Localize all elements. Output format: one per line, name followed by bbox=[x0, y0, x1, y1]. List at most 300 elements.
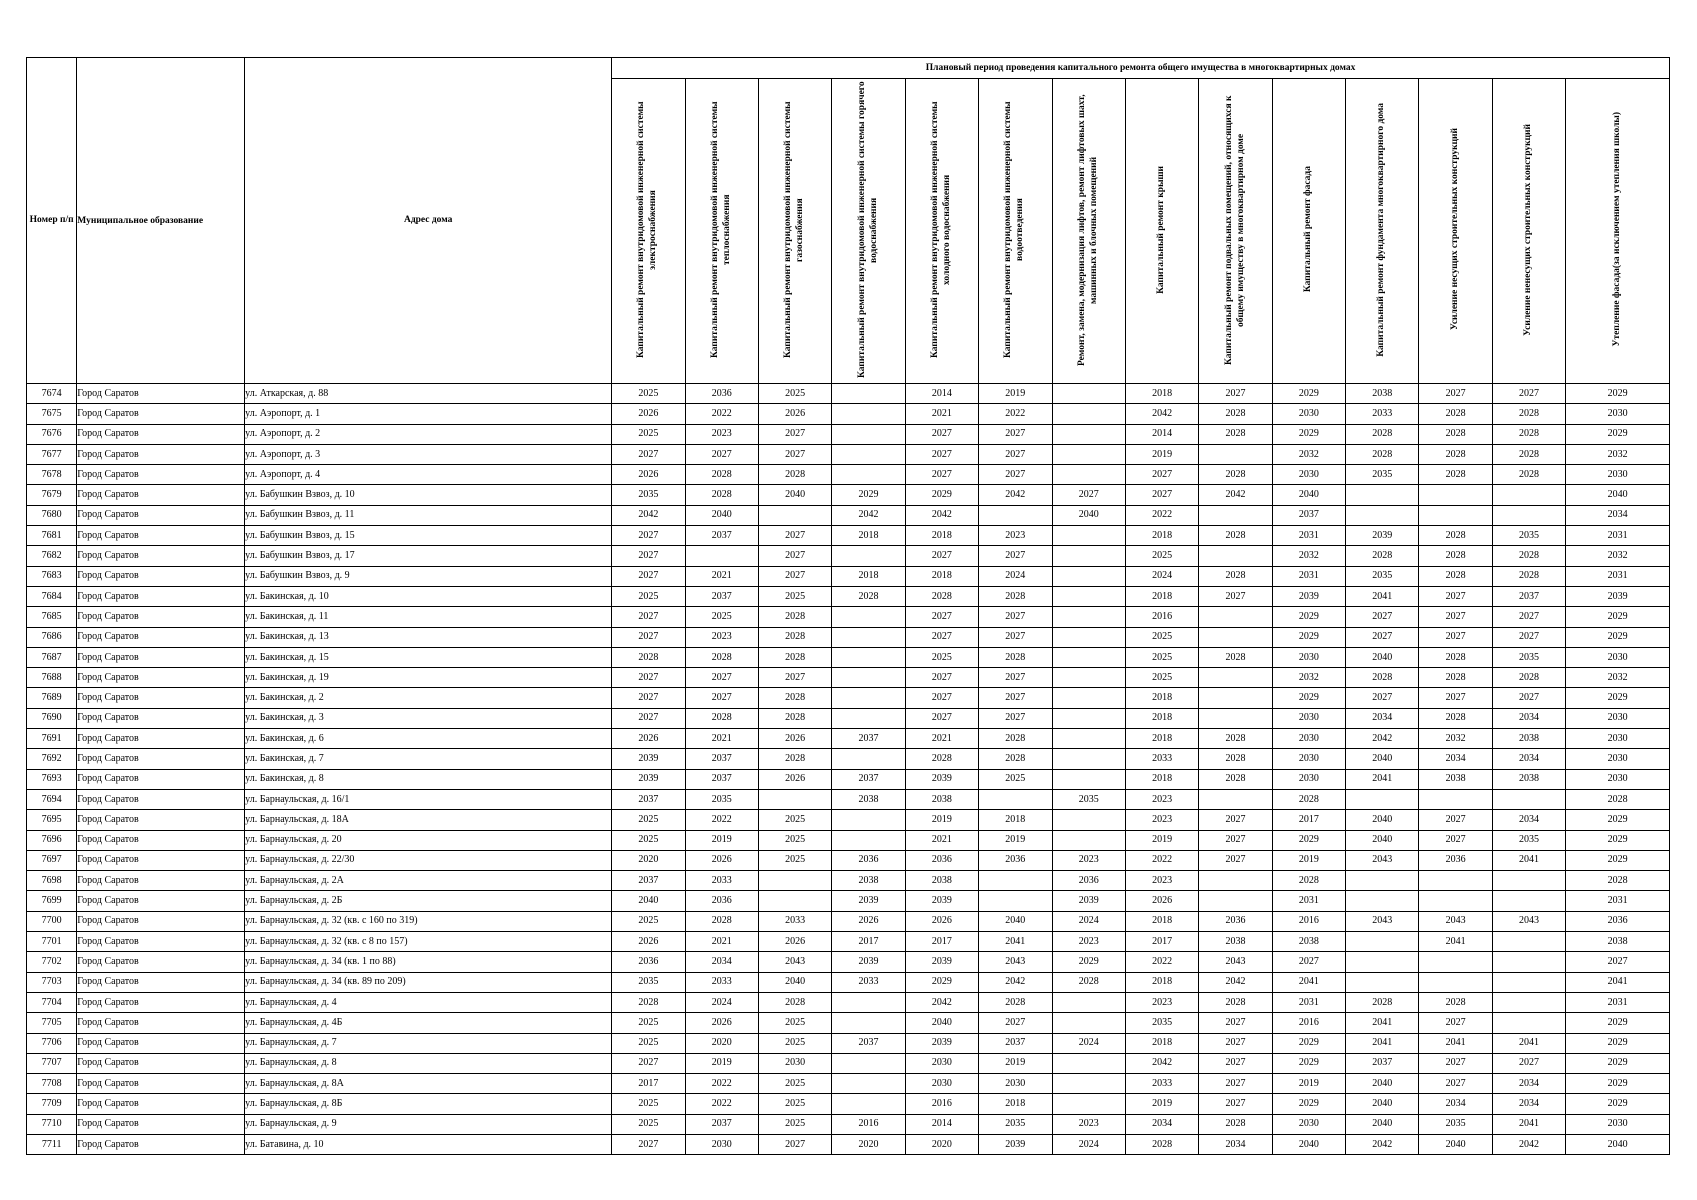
year-cell: 2030 bbox=[905, 1074, 978, 1094]
year-cell: 2030 bbox=[1272, 769, 1345, 789]
year-cell bbox=[1346, 505, 1419, 525]
table-row bbox=[27, 932, 1670, 952]
year-cell: 2028 bbox=[1346, 546, 1419, 566]
year-cell bbox=[758, 789, 831, 809]
year-cell: 2027 bbox=[612, 444, 685, 464]
year-cell: 2030 bbox=[1566, 647, 1670, 667]
row-number-cell: 7692 bbox=[27, 749, 77, 769]
year-cell: 2042 bbox=[1199, 972, 1272, 992]
year-cell: 2037 bbox=[685, 1114, 758, 1134]
table-row bbox=[27, 1074, 1670, 1094]
year-cell: 2034 bbox=[1492, 810, 1565, 830]
year-cell: 2025 bbox=[758, 1094, 831, 1114]
year-cell: 2026 bbox=[612, 465, 685, 485]
year-cell: 2031 bbox=[1272, 992, 1345, 1012]
row-number-cell: 7700 bbox=[27, 911, 77, 931]
year-cell: 2027 bbox=[1419, 1053, 1492, 1073]
year-cell bbox=[1052, 830, 1125, 850]
year-cell: 2027 bbox=[905, 688, 978, 708]
municipality-cell: Город Саратов bbox=[77, 404, 245, 424]
year-cell: 2034 bbox=[685, 952, 758, 972]
year-cell: 2033 bbox=[758, 911, 831, 931]
year-cell: 2037 bbox=[1346, 1053, 1419, 1073]
year-cell bbox=[1052, 1053, 1125, 1073]
year-cell bbox=[1492, 952, 1565, 972]
year-cell bbox=[1199, 688, 1272, 708]
year-cell: 2028 bbox=[1199, 465, 1272, 485]
municipality-cell: Город Саратов bbox=[77, 1114, 245, 1134]
year-cell: 2027 bbox=[1492, 688, 1565, 708]
year-cell: 2030 bbox=[1272, 404, 1345, 424]
municipality-cell: Город Саратов bbox=[77, 789, 245, 809]
year-cell: 2036 bbox=[832, 850, 905, 870]
year-cell: 2029 bbox=[1052, 952, 1125, 972]
header-work-column bbox=[612, 79, 685, 384]
year-cell: 2025 bbox=[612, 830, 685, 850]
year-cell: 2020 bbox=[832, 1134, 905, 1154]
header-work-column-label: Усиление несущих строительных конструкций bbox=[1449, 128, 1460, 331]
year-cell: 2028 bbox=[612, 992, 685, 1012]
address-cell: ул. Бабушкин Взвоз, д. 9 bbox=[245, 566, 612, 586]
header-work-column bbox=[832, 79, 905, 384]
year-cell: 2028 bbox=[1566, 789, 1670, 809]
year-cell bbox=[1052, 992, 1125, 1012]
year-cell: 2027 bbox=[758, 668, 831, 688]
year-cell: 2027 bbox=[1419, 607, 1492, 627]
year-cell: 2023 bbox=[685, 627, 758, 647]
municipality-cell: Город Саратов bbox=[77, 1033, 245, 1053]
year-cell bbox=[1492, 485, 1565, 505]
year-cell bbox=[832, 810, 905, 830]
year-cell: 2027 bbox=[1125, 465, 1198, 485]
year-cell: 2029 bbox=[1566, 1033, 1670, 1053]
year-cell: 2019 bbox=[905, 810, 978, 830]
table-row bbox=[27, 911, 1670, 931]
year-cell: 2028 bbox=[1346, 668, 1419, 688]
year-cell: 2040 bbox=[1272, 485, 1345, 505]
year-cell bbox=[832, 830, 905, 850]
year-cell: 2035 bbox=[1492, 647, 1565, 667]
year-cell bbox=[1052, 1094, 1125, 1114]
year-cell: 2030 bbox=[905, 1053, 978, 1073]
year-cell: 2017 bbox=[1125, 932, 1198, 952]
municipality-cell: Город Саратов bbox=[77, 1053, 245, 1073]
year-cell: 2041 bbox=[1492, 1033, 1565, 1053]
table-row bbox=[27, 850, 1670, 870]
header-period-group: Плановый период проведения капитального ремонта общего имущества в многоквартирных домах bbox=[612, 58, 1670, 79]
municipality-cell: Город Саратов bbox=[77, 850, 245, 870]
year-cell: 2025 bbox=[1125, 647, 1198, 667]
year-cell: 2036 bbox=[979, 850, 1052, 870]
year-cell bbox=[1492, 789, 1565, 809]
year-cell: 2027 bbox=[905, 424, 978, 444]
year-cell: 2035 bbox=[1419, 1114, 1492, 1134]
year-cell: 2028 bbox=[1199, 749, 1272, 769]
year-cell: 2028 bbox=[685, 465, 758, 485]
row-number-cell: 7680 bbox=[27, 505, 77, 525]
year-cell: 2027 bbox=[1199, 1013, 1272, 1033]
year-cell: 2027 bbox=[1419, 586, 1492, 606]
year-cell: 2028 bbox=[832, 586, 905, 606]
municipality-cell: Город Саратов bbox=[77, 992, 245, 1012]
municipality-cell: Город Саратов bbox=[77, 668, 245, 688]
year-cell: 2029 bbox=[1566, 424, 1670, 444]
row-number-cell: 7678 bbox=[27, 465, 77, 485]
year-cell: 2028 bbox=[979, 992, 1052, 1012]
year-cell: 2028 bbox=[1272, 871, 1345, 891]
year-cell: 2021 bbox=[905, 729, 978, 749]
year-cell: 2027 bbox=[905, 465, 978, 485]
year-cell: 2033 bbox=[1346, 404, 1419, 424]
year-cell: 2028 bbox=[979, 729, 1052, 749]
year-cell: 2027 bbox=[1419, 627, 1492, 647]
year-cell bbox=[1419, 972, 1492, 992]
table-row bbox=[27, 1094, 1670, 1114]
header-work-column-label: Усиление ненесущих строительных конструкций bbox=[1523, 123, 1534, 336]
header-work-column-label: Капитальный ремонт внутридомовой инженерной системы холодного водоснабжения bbox=[930, 101, 952, 358]
year-cell: 2027 bbox=[758, 1134, 831, 1154]
year-cell: 2033 bbox=[685, 871, 758, 891]
municipality-cell: Город Саратов bbox=[77, 769, 245, 789]
year-cell bbox=[1052, 607, 1125, 627]
year-cell: 2027 bbox=[1199, 1094, 1272, 1114]
year-cell: 2027 bbox=[1419, 1074, 1492, 1094]
year-cell: 2035 bbox=[1492, 830, 1565, 850]
year-cell: 2028 bbox=[1052, 972, 1125, 992]
year-cell: 2025 bbox=[612, 1094, 685, 1114]
year-cell: 2027 bbox=[612, 627, 685, 647]
table-row bbox=[27, 1134, 1670, 1154]
row-number-cell: 7688 bbox=[27, 668, 77, 688]
year-cell: 2037 bbox=[612, 871, 685, 891]
municipality-cell: Город Саратов bbox=[77, 911, 245, 931]
address-cell: ул. Аэропорт, д. 3 bbox=[245, 444, 612, 464]
year-cell: 2043 bbox=[979, 952, 1052, 972]
address-cell: ул. Бакинская, д. 10 bbox=[245, 586, 612, 606]
year-cell: 2028 bbox=[758, 992, 831, 1012]
header-work-column bbox=[1199, 79, 1272, 384]
row-number-cell: 7687 bbox=[27, 647, 77, 667]
header-work-column bbox=[758, 79, 831, 384]
year-cell bbox=[979, 891, 1052, 911]
year-cell: 2027 bbox=[979, 607, 1052, 627]
year-cell bbox=[1052, 729, 1125, 749]
address-cell: ул. Бакинская, д. 13 bbox=[245, 627, 612, 647]
address-cell: ул. Барнаульская, д. 32 (кв. с 8 по 157) bbox=[245, 932, 612, 952]
year-cell: 2028 bbox=[1419, 647, 1492, 667]
year-cell: 2040 bbox=[1272, 1134, 1345, 1154]
year-cell: 2018 bbox=[1125, 1033, 1198, 1053]
year-cell: 2038 bbox=[905, 789, 978, 809]
year-cell: 2039 bbox=[905, 769, 978, 789]
year-cell: 2028 bbox=[979, 586, 1052, 606]
year-cell: 2027 bbox=[612, 1053, 685, 1073]
address-cell: ул. Аэропорт, д. 2 bbox=[245, 424, 612, 444]
year-cell: 2041 bbox=[1492, 1114, 1565, 1134]
year-cell: 2035 bbox=[1125, 1013, 1198, 1033]
year-cell: 2037 bbox=[612, 789, 685, 809]
year-cell: 2030 bbox=[1272, 465, 1345, 485]
year-cell: 2039 bbox=[1052, 891, 1125, 911]
year-cell: 2020 bbox=[905, 1134, 978, 1154]
year-cell: 2029 bbox=[1566, 1053, 1670, 1073]
municipality-cell: Город Саратов bbox=[77, 810, 245, 830]
year-cell: 2018 bbox=[1125, 972, 1198, 992]
year-cell bbox=[1492, 932, 1565, 952]
year-cell: 2039 bbox=[612, 769, 685, 789]
year-cell: 2040 bbox=[1346, 830, 1419, 850]
municipality-cell: Город Саратов bbox=[77, 444, 245, 464]
year-cell: 2040 bbox=[979, 911, 1052, 931]
year-cell: 2037 bbox=[685, 769, 758, 789]
address-cell: ул. Барнаульская, д. 34 (кв. 89 по 209) bbox=[245, 972, 612, 992]
address-cell: ул. Барнаульская, д. 8А bbox=[245, 1074, 612, 1094]
year-cell: 2027 bbox=[1199, 1033, 1272, 1053]
year-cell: 2029 bbox=[1272, 830, 1345, 850]
year-cell: 2028 bbox=[1492, 404, 1565, 424]
year-cell: 2041 bbox=[1566, 972, 1670, 992]
year-cell: 2032 bbox=[1272, 668, 1345, 688]
year-cell: 2029 bbox=[1566, 384, 1670, 404]
table-row bbox=[27, 1114, 1670, 1134]
year-cell: 2028 bbox=[1419, 444, 1492, 464]
year-cell: 2018 bbox=[979, 1094, 1052, 1114]
year-cell: 2014 bbox=[905, 1114, 978, 1134]
address-cell: ул. Аткарская, д. 88 bbox=[245, 384, 612, 404]
table-row bbox=[27, 404, 1670, 424]
row-number-cell: 7693 bbox=[27, 769, 77, 789]
year-cell: 2020 bbox=[612, 850, 685, 870]
year-cell: 2043 bbox=[1419, 911, 1492, 931]
year-cell: 2029 bbox=[1272, 607, 1345, 627]
header-work-column-label: Капитальный ремонт крыши bbox=[1156, 165, 1167, 294]
year-cell: 2042 bbox=[979, 972, 1052, 992]
header-work-column bbox=[1566, 79, 1670, 384]
year-cell: 2030 bbox=[1272, 729, 1345, 749]
row-number-cell: 7675 bbox=[27, 404, 77, 424]
year-cell: 2023 bbox=[1052, 932, 1125, 952]
header-work-column-label: Капитальный ремонт внутридомовой инженерной системы горячего водоснабжения bbox=[856, 81, 879, 378]
address-cell: ул. Бакинская, д. 15 bbox=[245, 647, 612, 667]
year-cell: 2028 bbox=[1419, 424, 1492, 444]
year-cell: 2025 bbox=[758, 1074, 831, 1094]
year-cell: 2039 bbox=[1272, 586, 1345, 606]
year-cell: 2016 bbox=[1125, 607, 1198, 627]
year-cell bbox=[1419, 485, 1492, 505]
year-cell: 2029 bbox=[1272, 384, 1345, 404]
year-cell bbox=[1199, 607, 1272, 627]
year-cell: 2027 bbox=[1199, 1074, 1272, 1094]
year-cell: 2031 bbox=[1566, 891, 1670, 911]
year-cell bbox=[979, 789, 1052, 809]
year-cell: 2028 bbox=[758, 647, 831, 667]
year-cell: 2033 bbox=[1125, 1074, 1198, 1094]
year-cell: 2027 bbox=[1199, 1053, 1272, 1073]
header-work-column bbox=[1419, 79, 1492, 384]
year-cell: 2023 bbox=[1125, 992, 1198, 1012]
year-cell: 2028 bbox=[1272, 789, 1345, 809]
year-cell: 2022 bbox=[685, 810, 758, 830]
municipality-cell: Город Саратов bbox=[77, 1013, 245, 1033]
header-work-column bbox=[1492, 79, 1565, 384]
year-cell: 2040 bbox=[1346, 810, 1419, 830]
year-cell: 2018 bbox=[1125, 526, 1198, 546]
year-cell: 2021 bbox=[905, 404, 978, 424]
year-cell bbox=[1052, 810, 1125, 830]
year-cell bbox=[1346, 871, 1419, 891]
year-cell: 2030 bbox=[1566, 708, 1670, 728]
year-cell: 2038 bbox=[1492, 729, 1565, 749]
year-cell: 2029 bbox=[1566, 607, 1670, 627]
year-cell: 2041 bbox=[1419, 932, 1492, 952]
year-cell bbox=[1052, 688, 1125, 708]
year-cell: 2028 bbox=[758, 627, 831, 647]
year-cell: 2034 bbox=[1419, 749, 1492, 769]
year-cell: 2038 bbox=[905, 871, 978, 891]
year-cell: 2027 bbox=[979, 1013, 1052, 1033]
year-cell: 2028 bbox=[979, 647, 1052, 667]
year-cell: 2031 bbox=[1566, 992, 1670, 1012]
year-cell bbox=[832, 647, 905, 667]
year-cell: 2025 bbox=[758, 384, 831, 404]
year-cell: 2028 bbox=[979, 749, 1052, 769]
year-cell: 2042 bbox=[1199, 485, 1272, 505]
year-cell: 2042 bbox=[612, 505, 685, 525]
year-cell: 2030 bbox=[1566, 729, 1670, 749]
year-cell: 2026 bbox=[758, 729, 831, 749]
year-cell: 2018 bbox=[1125, 586, 1198, 606]
row-number-cell: 7683 bbox=[27, 566, 77, 586]
year-cell: 2040 bbox=[905, 1013, 978, 1033]
year-cell: 2029 bbox=[1272, 627, 1345, 647]
year-cell: 2037 bbox=[1492, 586, 1565, 606]
year-cell: 2027 bbox=[1052, 485, 1125, 505]
municipality-cell: Город Саратов bbox=[77, 749, 245, 769]
year-cell: 2029 bbox=[1272, 1053, 1345, 1073]
table-row bbox=[27, 871, 1670, 891]
year-cell: 2031 bbox=[1272, 891, 1345, 911]
row-number-cell: 7676 bbox=[27, 424, 77, 444]
table-row bbox=[27, 566, 1670, 586]
year-cell: 2040 bbox=[1346, 1074, 1419, 1094]
address-cell: ул. Бакинская, д. 8 bbox=[245, 769, 612, 789]
year-cell: 2028 bbox=[612, 647, 685, 667]
year-cell: 2025 bbox=[685, 607, 758, 627]
table-row bbox=[27, 526, 1670, 546]
year-cell: 2038 bbox=[1272, 932, 1345, 952]
year-cell: 2029 bbox=[1272, 688, 1345, 708]
year-cell: 2042 bbox=[1346, 1134, 1419, 1154]
year-cell: 2027 bbox=[1492, 607, 1565, 627]
year-cell bbox=[1199, 708, 1272, 728]
year-cell: 2030 bbox=[1566, 769, 1670, 789]
year-cell: 2027 bbox=[905, 607, 978, 627]
table-row bbox=[27, 749, 1670, 769]
address-cell: ул. Барнаульская, д. 32 (кв. с 160 по 319) bbox=[245, 911, 612, 931]
year-cell: 2027 bbox=[685, 668, 758, 688]
year-cell: 2035 bbox=[1492, 526, 1565, 546]
year-cell: 2042 bbox=[832, 505, 905, 525]
table-row bbox=[27, 465, 1670, 485]
year-cell bbox=[1199, 789, 1272, 809]
year-cell bbox=[832, 668, 905, 688]
year-cell: 2018 bbox=[979, 810, 1052, 830]
year-cell: 2032 bbox=[1566, 546, 1670, 566]
year-cell: 2019 bbox=[979, 1053, 1052, 1073]
address-cell: ул. Барнаульская, д. 7 bbox=[245, 1033, 612, 1053]
table-row bbox=[27, 607, 1670, 627]
table-row bbox=[27, 627, 1670, 647]
year-cell: 2018 bbox=[1125, 688, 1198, 708]
table-row bbox=[27, 384, 1670, 404]
year-cell: 2019 bbox=[1272, 850, 1345, 870]
year-cell bbox=[1199, 668, 1272, 688]
header-work-column-label: Капитальный ремонт внутридомовой инженерной системы газоснабжения bbox=[783, 101, 806, 358]
year-cell: 2025 bbox=[612, 1114, 685, 1134]
table-row bbox=[27, 992, 1670, 1012]
year-cell: 2030 bbox=[979, 1074, 1052, 1094]
year-cell: 2028 bbox=[1419, 526, 1492, 546]
table-header bbox=[27, 58, 1670, 384]
year-cell: 2030 bbox=[1566, 404, 1670, 424]
year-cell: 2027 bbox=[905, 444, 978, 464]
row-number-cell: 7709 bbox=[27, 1094, 77, 1114]
row-number-cell: 7690 bbox=[27, 708, 77, 728]
row-number-cell: 7698 bbox=[27, 871, 77, 891]
year-cell bbox=[832, 749, 905, 769]
year-cell: 2028 bbox=[685, 911, 758, 931]
table-row bbox=[27, 668, 1670, 688]
address-cell: ул. Аэропорт, д. 4 bbox=[245, 465, 612, 485]
year-cell: 2041 bbox=[1346, 1033, 1419, 1053]
year-cell: 2026 bbox=[1125, 891, 1198, 911]
address-cell: ул. Бакинская, д. 19 bbox=[245, 668, 612, 688]
row-number-cell: 7674 bbox=[27, 384, 77, 404]
municipality-cell: Город Саратов bbox=[77, 1134, 245, 1154]
year-cell bbox=[1052, 647, 1125, 667]
address-cell: ул. Барнаульская, д. 8Б bbox=[245, 1094, 612, 1114]
year-cell: 2029 bbox=[905, 485, 978, 505]
table-row bbox=[27, 891, 1670, 911]
year-cell: 2019 bbox=[1272, 1074, 1345, 1094]
year-cell: 2027 bbox=[612, 708, 685, 728]
year-cell: 2014 bbox=[1125, 424, 1198, 444]
row-number-cell: 7696 bbox=[27, 830, 77, 850]
year-cell: 2027 bbox=[979, 424, 1052, 444]
year-cell: 2028 bbox=[1566, 871, 1670, 891]
year-cell: 2037 bbox=[832, 769, 905, 789]
address-cell: ул. Барнаульская, д. 8 bbox=[245, 1053, 612, 1073]
year-cell: 2018 bbox=[1125, 769, 1198, 789]
year-cell: 2040 bbox=[758, 972, 831, 992]
year-cell: 2019 bbox=[979, 384, 1052, 404]
header-work-column bbox=[905, 79, 978, 384]
municipality-cell: Город Саратов bbox=[77, 932, 245, 952]
year-cell: 2029 bbox=[1272, 424, 1345, 444]
year-cell: 2022 bbox=[979, 404, 1052, 424]
year-cell: 2035 bbox=[1052, 789, 1125, 809]
year-cell: 2018 bbox=[1125, 708, 1198, 728]
year-cell: 2039 bbox=[1346, 526, 1419, 546]
year-cell: 2021 bbox=[685, 566, 758, 586]
year-cell: 2043 bbox=[1346, 850, 1419, 870]
municipality-cell: Город Саратов bbox=[77, 1094, 245, 1114]
year-cell: 2020 bbox=[685, 1033, 758, 1053]
year-cell: 2041 bbox=[1492, 850, 1565, 870]
year-cell: 2025 bbox=[612, 911, 685, 931]
year-cell bbox=[1199, 546, 1272, 566]
year-cell: 2027 bbox=[1492, 1053, 1565, 1073]
